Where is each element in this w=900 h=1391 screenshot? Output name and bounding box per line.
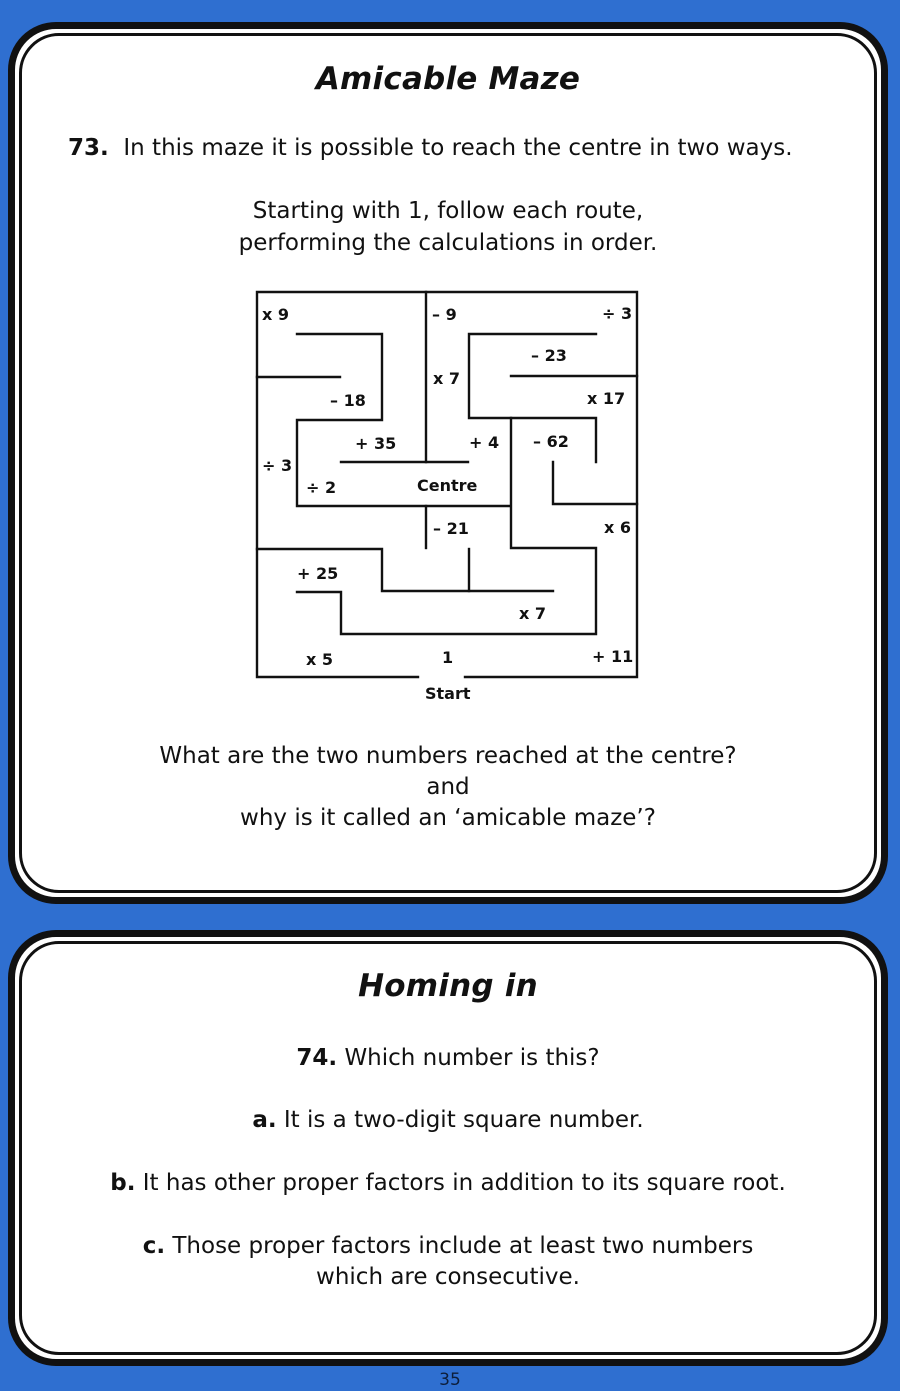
- clue-a: [15, 1104, 881, 1136]
- maze-centre-label: Centre: [417, 476, 478, 495]
- clue-label: c.: [142, 1233, 166, 1259]
- clue-label: b.: [110, 1170, 136, 1196]
- instruction-line-1: Starting with 1, follow each route,: [252, 198, 644, 224]
- maze-label-minus-9: – 9: [432, 305, 457, 324]
- maze-label-minus-21: – 21: [433, 519, 469, 538]
- maze-label-divide-3-top: ÷ 3: [602, 304, 633, 323]
- maze-label-times-7-bottom: x 7: [519, 604, 547, 623]
- maze-label-minus-23: – 23: [531, 346, 567, 365]
- question-line-3: why is it called an ‘amicable maze’?: [240, 805, 656, 831]
- maze-label-minus-18: – 18: [330, 391, 366, 410]
- clue-text: It is a two-digit square number.: [283, 1107, 644, 1133]
- maze-start-value: 1: [442, 648, 454, 667]
- maze-label-plus-25: + 25: [297, 564, 339, 583]
- maze-label-divide-2: ÷ 2: [306, 478, 337, 497]
- clue-label: a.: [252, 1107, 277, 1133]
- clue-text: It has other proper factors in addition to its square root.: [142, 1170, 786, 1196]
- question-line-1: What are the two numbers reached at the centre?: [159, 743, 737, 769]
- maze-label-times-17: x 17: [587, 389, 626, 408]
- puzzle-card-homing-in: [8, 930, 888, 1366]
- clue-text: Those proper factors include at least two numbers: [172, 1233, 754, 1259]
- clue-b: [15, 1167, 881, 1199]
- maze-label-times-5: x 5: [306, 650, 334, 669]
- maze-label-times-6: x 6: [604, 518, 632, 537]
- clue-c: [15, 1230, 881, 1262]
- maze-diagram: [240, 268, 660, 708]
- card-title: Amicable Maze: [315, 61, 581, 97]
- card-title: Homing in: [358, 968, 538, 1004]
- question-line-2: and: [426, 774, 470, 800]
- question-text: Which number is this?: [344, 1045, 600, 1071]
- intro-text: In this maze it is possible to reach the centre in two ways.: [123, 135, 793, 161]
- maze-label-times-9: x 9: [262, 305, 290, 324]
- maze-start-label: Start: [425, 684, 471, 703]
- clue-c-continued: which are consecutive.: [316, 1264, 580, 1290]
- instruction-line-2: performing the calculations in order.: [238, 230, 658, 256]
- maze-label-plus-35: + 35: [355, 434, 397, 453]
- maze-label-plus-4: + 4: [469, 433, 500, 452]
- question-number: 74.: [296, 1045, 338, 1071]
- page-number: 35: [439, 1370, 461, 1390]
- question-number: 73.: [68, 135, 109, 161]
- maze-label-times-7-top: x 7: [433, 369, 461, 388]
- question-74: [15, 1042, 881, 1074]
- maze-label-divide-3-left: ÷ 3: [262, 456, 293, 475]
- maze-label-minus-62: – 62: [533, 432, 569, 451]
- question-intro: [68, 132, 881, 164]
- maze-label-plus-11: + 11: [592, 647, 634, 666]
